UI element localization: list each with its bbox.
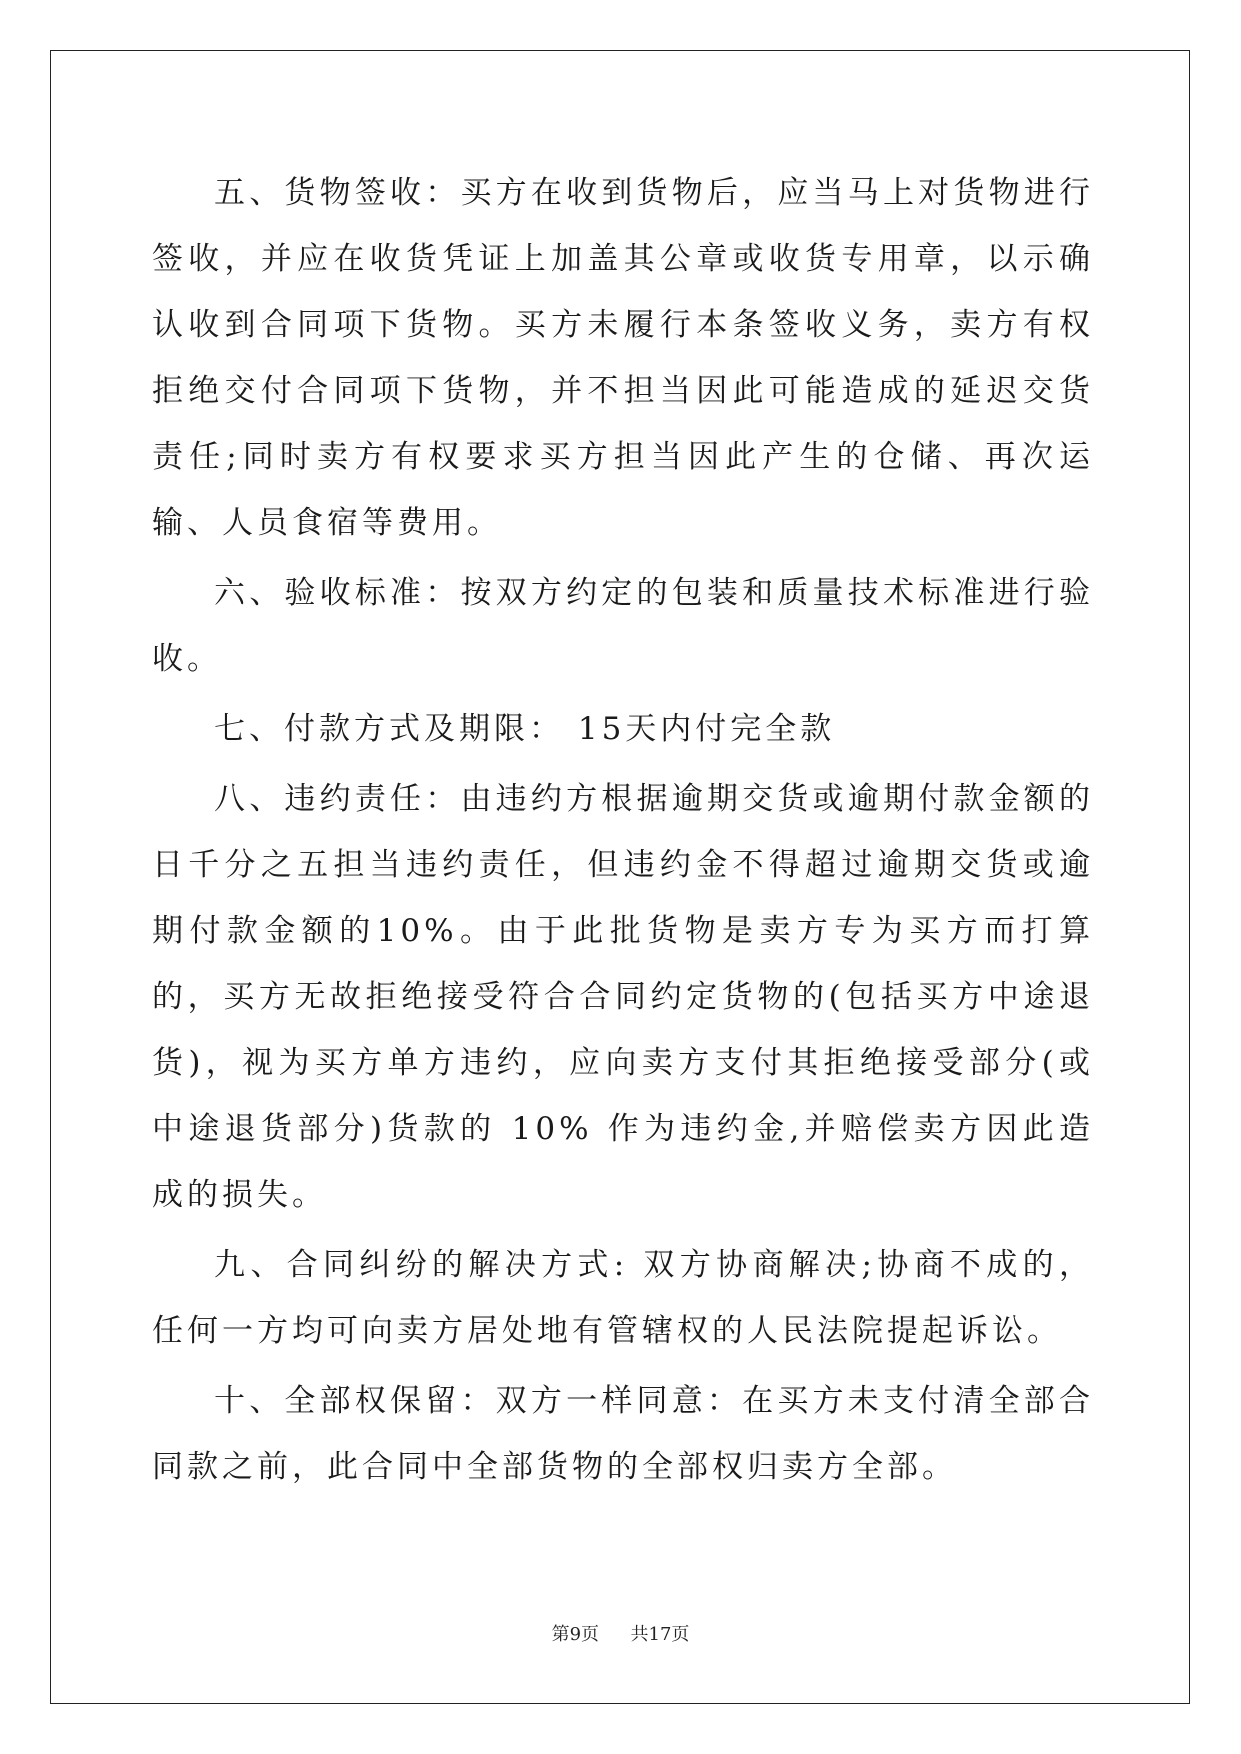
clause-dispute-resolution: 九、合同纠纷的解决方式: 双方协商解决;协商不成的，任何一方均可向卖方居处地有管辖权的人民法院提起诉讼。: [152, 1247, 1094, 1349]
page-number-current: 第9页: [551, 1624, 600, 1645]
page-footer: [0, 1620, 1241, 1646]
clause-breach-liability: 八、违约责任：由违约方根据逾期交货或逾期付款金额的日千分之五担当违约责任，但违约金不得超过逾期交货或逾期付款金额的10%。由于此批货物是卖方专为买方而打算的，买方无故拒绝接受符合合同约定货物的(包括买方中途退货)，视为买方单方违约，应向卖方支付其拒绝接受部分(或中途退货部分)货款的 10% 作为违约金,并赔偿卖方因此造成的损失。: [152, 781, 1094, 1213]
clause-goods-receipt: 五、货物签收：买方在收到货物后，应当马上对货物进行签收，并应在收货凭证上加盖其公章或收货专用章，以示确认收到合同项下货物。买方未履行本条签收义务，卖方有权拒绝交付合同项下货物，并不担当因此可能造成的延迟交货责任;同时卖方有权要求买方担当因此产生的仓储、再次运输、人员食宿等费用。: [152, 175, 1094, 541]
clause-payment-terms: 七、付款方式及期限： 15天内付完全款: [214, 711, 836, 747]
document-body: [152, 160, 1094, 1504]
clause-acceptance-standard: 六、验收标准：按双方约定的包装和质量技术标准进行验收。: [152, 575, 1094, 677]
clause-ownership-retention: 十、全部权保留：双方一样同意：在买方未支付清全部合同款之前，此合同中全部货物的全部权归卖方全部。: [152, 1383, 1094, 1485]
page-number-total: 共17页: [630, 1624, 690, 1645]
